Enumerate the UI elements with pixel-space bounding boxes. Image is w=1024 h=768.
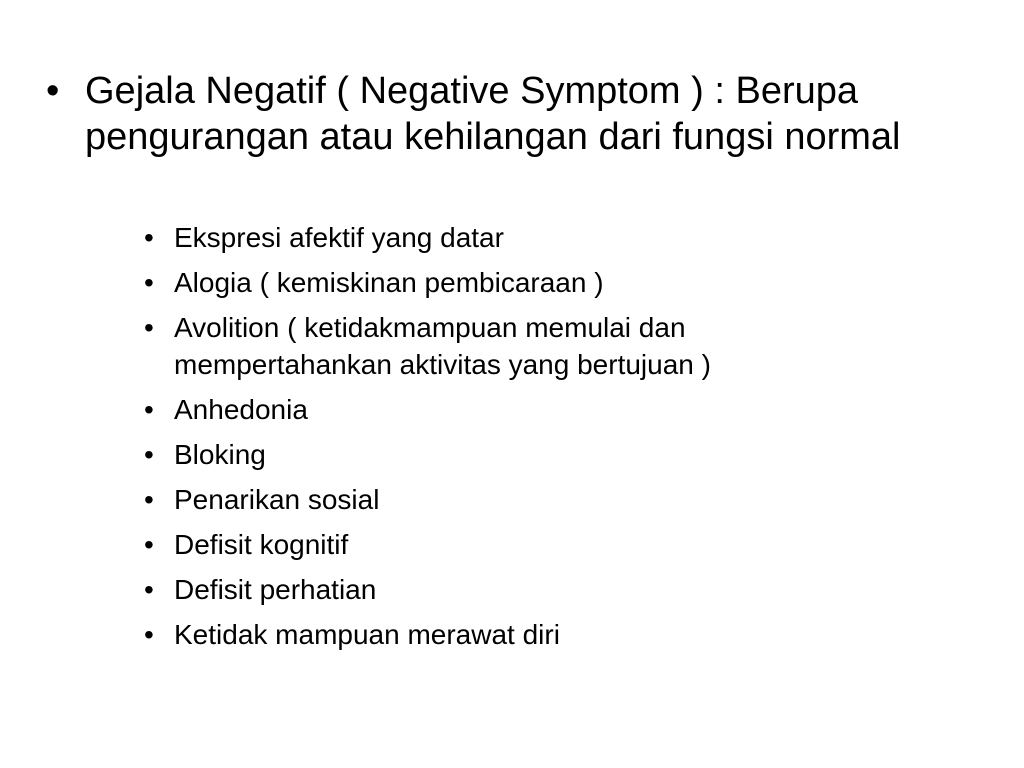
sub-bullet-text: Penarikan sosial [174, 484, 380, 515]
sub-bullet-dot-icon: • [144, 394, 154, 425]
sub-bullet-dot-icon: • [144, 529, 154, 560]
sub-bullet-dot-icon: • [144, 267, 154, 298]
main-bullet-text: Gejala Negatif ( Negative Symptom ) : Berupa pengurangan atau kehilangan dari fungsi normal [85, 70, 901, 158]
sub-bullet-text: Anhedonia [174, 394, 308, 425]
sub-bullet-item [144, 481, 1004, 518]
sub-bullet-text: Ekspresi afektif yang datar [174, 222, 504, 253]
sub-bullet-dot-icon: • [144, 312, 154, 343]
sub-bullet-item [144, 571, 1004, 608]
main-bullet [46, 68, 996, 160]
sub-bullet-text: Avolition ( ketidakmampuan memulai dan mempertahankan aktivitas yang bertujuan ) [174, 312, 711, 380]
sub-bullet-text: Defisit kognitif [174, 529, 349, 560]
sub-bullet-text: Alogia ( kemiskinan pembicaraan ) [174, 267, 604, 298]
sub-bullet-dot-icon: • [144, 619, 154, 650]
bullet-dot-icon: • [46, 70, 60, 112]
sub-bullet-item [144, 219, 1004, 256]
sub-bullet-item [144, 391, 1004, 428]
sub-bullet-list [144, 219, 1004, 661]
sub-bullet-item [144, 526, 1004, 563]
sub-bullet-dot-icon: • [144, 439, 154, 470]
sub-bullet-text: Defisit perhatian [174, 574, 377, 605]
sub-bullet-text: Ketidak mampuan merawat diri [174, 619, 560, 650]
sub-bullet-dot-icon: • [144, 222, 154, 253]
sub-bullet-item [144, 436, 1004, 473]
sub-bullet-text: Bloking [174, 439, 266, 470]
sub-bullet-item [144, 264, 1004, 301]
sub-bullet-dot-icon: • [144, 574, 154, 605]
sub-bullet-dot-icon: • [144, 484, 154, 515]
sub-bullet-item [144, 309, 1004, 383]
sub-bullet-item [144, 616, 1004, 653]
